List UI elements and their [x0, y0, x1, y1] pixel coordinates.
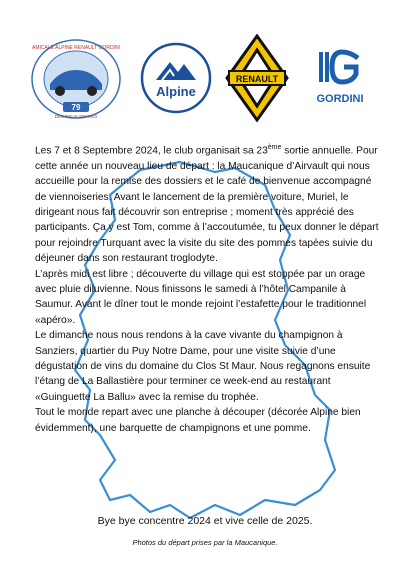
club-top-text: AMICALE ALPINE RENAULT GORDINI — [32, 45, 120, 51]
gordini-logo-text: GORDINI — [316, 93, 364, 105]
gordini-logo-icon — [300, 48, 380, 108]
article-p1-start: Les 7 et 8 Septembre 2024, le club organisait sa 23 — [35, 145, 268, 157]
renault-logo-text: RENAULT — [235, 74, 279, 84]
alpine-logo-icon — [140, 42, 212, 114]
photo-credit: Photos du départ prises par la Maucanique. — [132, 538, 278, 547]
renault-logo-icon — [225, 34, 289, 122]
club-logo-icon — [30, 38, 122, 120]
club-bottom-text: DES DEUX-SEVRES — [54, 114, 98, 119]
article-paragraph-2: L’après midi est libre ; découverte du village qui est stoppée par un orage avec pluie diluvienne. Nous finissons le samedi à l’hôtel Campanile à Saumur. Avant le dîner tout le monde rejoint l’estafette pour le traditionnel «apéro». — [35, 268, 367, 326]
article-p1-rest: sortie annuelle. Pour cette année un nouveau lieu de départ : la Maucanique d’Airvault qui nous accueille pour la remise des dossiers et le café de bienvenue accompagné de viennoiseries. Avant le lancement de la première voiture, Muriel, le dirigeant nous fait découvrir son entreprise ; moment très apprécié des participants. Ça y est Tom, comme à l’accoutumée, tu peux donner le départ pour rejoindre Turquant avec la visite du site des pommes tapées suivie du déjeuner dans son restaurant troglodyte. — [35, 145, 379, 265]
club-badge: 79 — [71, 103, 81, 112]
article-body — [35, 140, 385, 436]
article-paragraph-3: Le dimanche nous nous rendons à la cave vivante du champignon à Sanziers, quartier du Puy Notre Dame, pour une visite suivie d’une dégustation de vins du domaine du Clos St Maur. Nous regagnons ensuite l’étang de La Ballastière pour terminer ce week-end au restaurant «Guinguette La Ballu» avec la remise du trophée. — [35, 330, 371, 403]
alpine-logo-text: Alpine — [156, 84, 196, 99]
logos-row — [30, 30, 380, 130]
closing-line: Bye bye concentre 2024 et vive celle de 2025. — [97, 515, 313, 527]
article-paragraph-4: Tout le monde repart avec une planche à découper (décorée Alpine bien évidemment), une barquette de champignons et une pomme. — [35, 407, 361, 434]
article-paragraph-1 — [35, 140, 385, 267]
ordinal-suffix: ème — [267, 144, 282, 151]
